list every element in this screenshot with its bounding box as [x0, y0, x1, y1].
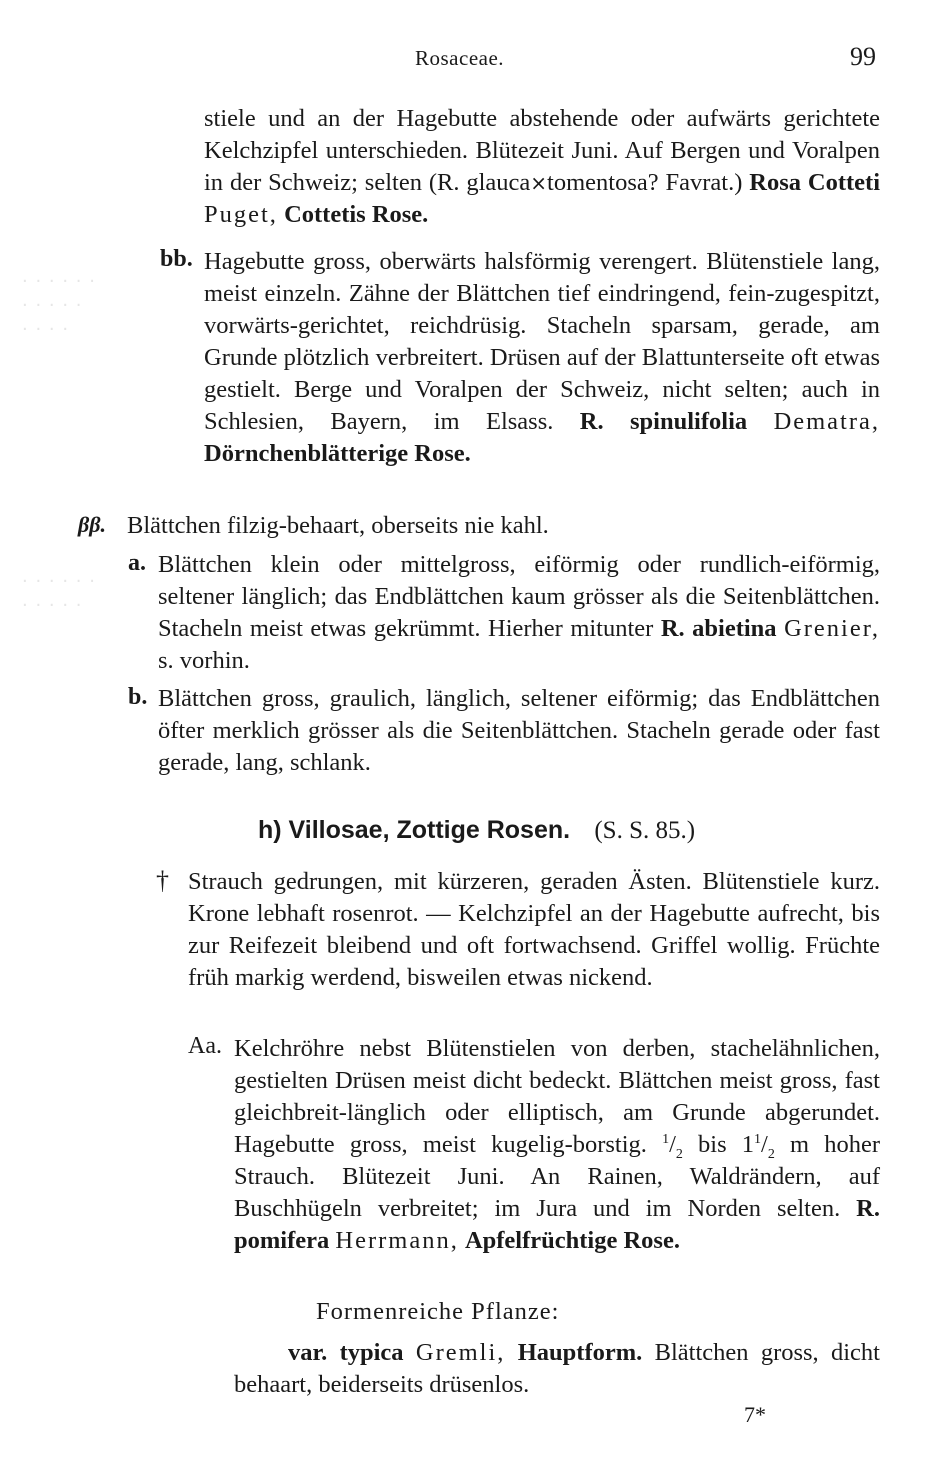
paragraph-aa: Kelchröhre nebst Blütenstielen von derben, stachelähnlichen, gestielten Drüsen meist dicht bedeckt. Blättchen meist gross, fast gleichbreit-länglich oder elliptisch, am Grunde abgerundet. Hagebutte gross, meist kugelig-borstig. $^1/_2$ bis $1^1/_2$ m hoher Strauch. Blütezeit Juni. An Rainen, Waldrändern, auf Buschhügeln verbreitet; im Jura und im Norden selten. R. pomifera Herrmann, Apfelfrüchtige Rose.: [234, 1035, 880, 1254]
paragraph-var-typica: var. typica Gremli, Hauptform. Blättchen gross, dicht behaart, beiderseits drüsenlos.: [234, 1339, 880, 1398]
page-header: [0, 40, 930, 80]
fraction-denominator: 2: [767, 1146, 775, 1162]
list-marker-b: b.: [128, 684, 148, 710]
list-marker-beta-beta: ββ.: [78, 512, 107, 537]
paragraph-beta-beta: Blättchen filzig-behaart, oberseits nie kahl.: [127, 512, 549, 539]
species-name: Rosa Cotteti: [749, 169, 880, 196]
page-number: 99: [850, 42, 876, 71]
form-name: Hauptform.: [517, 1339, 643, 1366]
common-name: Cottetis Rose.: [284, 201, 429, 228]
species-author: Dematra,: [773, 408, 881, 435]
show-through-text: · · · · · · · · · · ·: [22, 571, 96, 616]
variety-name: var. typica: [288, 1339, 404, 1366]
paragraph-b: Blättchen gross, graulich, länglich, seltener eiförmig; das Endblättchen öfter merklich grösser als die Seitenblättchen. Stacheln gerade oder fast gerade, lang, schlank.: [158, 685, 880, 776]
dagger-marker: †: [156, 866, 169, 895]
hybrid-cross-symbol: ×: [530, 171, 548, 195]
section-reference: (S. S. 85.): [594, 817, 696, 844]
fraction-denominator: 2: [675, 1146, 683, 1162]
list-marker-aa: Aa.: [188, 1033, 222, 1059]
show-through-text: · · · · · · · · · · · · · · ·: [22, 271, 96, 340]
fraction-numerator: 1: [662, 1131, 670, 1147]
common-name: Apfelfrüchtige Rose.: [464, 1227, 680, 1254]
species-author: Herrmann,: [335, 1227, 459, 1254]
fraction-numerator: 1: [754, 1131, 762, 1147]
paragraph-dagger: Strauch gedrungen, mit kürzeren, geraden Ästen. Blütenstiele kurz. Krone lebhaft rosenrot. — Kelchzipfel an der Hagebutte aufrecht, bis zur Reifezeit bleibend und oft fortwachsend. Griffel wollig. Früchte früh markig werdend, bisweilen etwas nickend.: [188, 868, 880, 991]
section-title: h) Villosae, Zottige Rosen.: [258, 816, 571, 844]
species-name: R. abietina: [660, 615, 777, 642]
paragraph-bb: Hagebutte gross, oberwärts halsförmig verengert. Blütenstiele lang, meist einzeln. Zähne der Blättchen tief eindringend, fein-zugespitzt, vorwärts-gerichtet, reichdrüsig. Stacheln sparsam, gerade, am Grunde plötzlich verbreitert. Drüsen auf der Blattunterseite oft etwas gestielt. Berge und Voralpen der Schweiz, nicht selten; auch in Schlesien, Bayern, im Elsass. R. spinulifolia Dematra, Dörnchenblätterige Rose.: [204, 248, 881, 467]
paragraph-rosa-cotteti: stiele und an der Hagebutte abstehende oder aufwärts gerichtete Kelchzipfel unterschieden. Blütezeit Juni. Auf Bergen und Voralpen in der Schweiz; selten (R. glauca×tomentosa? Favrat.) Rosa Cotteti Puget, Cottetis Rose.: [204, 105, 880, 228]
species-author: Puget,: [204, 201, 278, 228]
list-marker-a: a.: [128, 550, 146, 576]
list-marker-bb: bb.: [160, 246, 193, 272]
species-name: R. spinulifolia: [579, 408, 748, 435]
species-name: R. pomifera: [234, 1195, 880, 1254]
forms-intro: Formenreiche Pflanze:: [316, 1298, 560, 1325]
species-author: Grenier,: [784, 615, 881, 642]
signature-mark: 7*: [744, 1402, 766, 1427]
section-heading: [258, 814, 695, 847]
paragraph-a: Blättchen klein oder mittelgross, eiförmig oder rundlich-eiförmig, seltener länglich; das Endblättchen kaum grösser als die Seitenblättchen. Stacheln meist etwas gekrümmt. Hierher mitunter R. abietina Grenier, s. vorhin.: [158, 551, 881, 674]
running-title: Rosaceae.: [415, 46, 505, 70]
common-name: Dörnchenblätterige Rose.: [204, 440, 471, 467]
variety-author: Gremli,: [415, 1339, 506, 1366]
